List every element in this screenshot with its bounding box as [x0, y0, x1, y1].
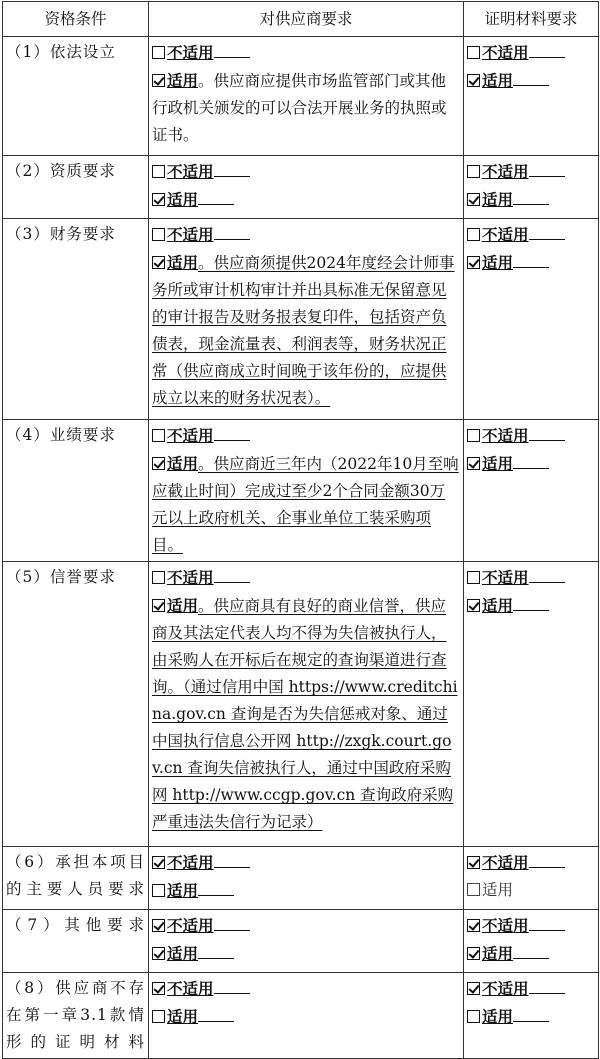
- checkbox-checked-icon[interactable]: [152, 193, 165, 206]
- checkbox-empty-icon[interactable]: [152, 165, 165, 178]
- option-applicable[interactable]: [152, 254, 198, 272]
- option-not-applicable[interactable]: [152, 912, 460, 940]
- underline-blank: [529, 914, 565, 931]
- checkbox-checked-icon[interactable]: [152, 599, 165, 612]
- checkbox-checked-icon[interactable]: [467, 919, 480, 932]
- option-applicable[interactable]: [467, 67, 595, 95]
- option-label: 不适用: [167, 979, 214, 998]
- checkbox-checked-icon[interactable]: [152, 856, 165, 869]
- header-supplier-requirement: 对供应商要求: [149, 2, 464, 37]
- underline-blank: [529, 851, 565, 868]
- option-label: 不适用: [167, 568, 214, 587]
- underline-blank: [529, 566, 565, 583]
- option-not-applicable[interactable]: [152, 158, 460, 186]
- option-applicable[interactable]: [152, 877, 460, 905]
- checkbox-checked-icon[interactable]: [467, 599, 480, 612]
- option-label: 适用: [167, 881, 199, 900]
- table-row: [3, 562, 599, 847]
- checkbox-checked-icon[interactable]: [467, 193, 480, 206]
- header-row: [3, 2, 599, 37]
- checkbox-empty-icon[interactable]: [467, 571, 480, 584]
- condition-cell: [3, 219, 149, 420]
- option-label: 适用: [167, 253, 199, 272]
- underline-blank: [513, 942, 549, 959]
- option-label: 不适用: [482, 853, 529, 872]
- option-label: 不适用: [482, 916, 529, 935]
- option-label: 适用: [167, 71, 199, 90]
- supplier-requirement-cell: [149, 973, 464, 1059]
- option-label: 不适用: [482, 979, 529, 998]
- proof-requirement-cell: [464, 219, 599, 420]
- requirement-detail: 。供应商须提供2024年度经会计师事务所或审计机构审计并出具标准无保留意见的审计报告及财务报表复印件，包括资产负债表，现金流量表、利润表等，财务状况正常（供应商成立时间晚于该年份的，应提供成立以来的财务状况表）。: [152, 254, 455, 407]
- underline-blank: [529, 977, 565, 994]
- checkbox-empty-icon[interactable]: [467, 228, 480, 241]
- option-not-applicable[interactable]: [467, 912, 595, 940]
- checkbox-checked-icon[interactable]: [467, 947, 480, 960]
- underline-blank: [529, 160, 565, 177]
- underline-blank: [513, 1005, 549, 1022]
- condition-cell: [3, 156, 149, 219]
- checkbox-empty-icon[interactable]: [152, 571, 165, 584]
- option-label: 适用: [167, 190, 199, 209]
- applicable-detail-block: [152, 592, 460, 836]
- option-label: 不适用: [482, 162, 529, 181]
- supplier-requirement-cell: [149, 219, 464, 420]
- option-label: 适用: [482, 596, 514, 615]
- condition-label: （3）财务要求: [6, 225, 116, 243]
- option-label: 适用: [482, 881, 514, 899]
- header-proof-requirement: 证明材料要求: [464, 2, 599, 37]
- underline-blank: [214, 851, 250, 868]
- proof-requirement-cell: [464, 156, 599, 219]
- checkbox-empty-icon[interactable]: [467, 883, 480, 896]
- option-label: 不适用: [167, 43, 214, 62]
- table-row: [3, 219, 599, 420]
- checkbox-checked-icon[interactable]: [467, 457, 480, 470]
- checkbox-empty-icon[interactable]: [152, 1010, 165, 1023]
- requirement-detail: 。供应商近三年内（2022年10月至响应截止时间）完成过至少2个合同金额30万元以上政府机关、企事业单位工装采购项目。: [152, 455, 459, 554]
- proof-requirement-cell: [464, 562, 599, 847]
- option-label: 适用: [167, 944, 199, 963]
- condition-cell: [3, 847, 149, 910]
- checkbox-checked-icon[interactable]: [467, 982, 480, 995]
- option-applicable[interactable]: [467, 940, 595, 968]
- condition-label: （5）信誉要求: [6, 568, 116, 586]
- proof-requirement-cell: [464, 973, 599, 1059]
- supplier-requirement-cell: [149, 847, 464, 910]
- option-not-applicable[interactable]: [467, 39, 595, 67]
- underline-blank: [198, 942, 234, 959]
- proof-requirement-cell: [464, 847, 599, 910]
- option-not-applicable[interactable]: [467, 221, 595, 249]
- condition-label: （7）其他要求: [6, 916, 145, 934]
- qualification-table: [2, 1, 599, 1059]
- condition-label: （1）依法设立: [6, 43, 116, 61]
- checkbox-checked-icon[interactable]: [152, 919, 165, 932]
- checkbox-checked-icon[interactable]: [467, 856, 480, 869]
- applicable-detail-block: [152, 450, 460, 559]
- option-applicable[interactable]: [152, 1003, 460, 1031]
- option-applicable[interactable]: [467, 186, 595, 214]
- option-label: 不适用: [167, 916, 214, 935]
- option-label: 适用: [482, 190, 514, 209]
- underline-blank: [214, 977, 250, 994]
- supplier-requirement-cell: [149, 910, 464, 973]
- table-row: [3, 973, 599, 1059]
- applicable-detail-block: [152, 67, 460, 149]
- option-not-applicable[interactable]: [152, 221, 460, 249]
- option-not-applicable[interactable]: [152, 422, 460, 450]
- underline-blank: [513, 188, 549, 205]
- option-applicable[interactable]: [467, 1003, 595, 1031]
- option-label: 不适用: [167, 853, 214, 872]
- checkbox-checked-icon[interactable]: [467, 256, 480, 269]
- checkbox-empty-icon[interactable]: [152, 228, 165, 241]
- supplier-requirement-cell: [149, 156, 464, 219]
- underline-blank: [529, 223, 565, 240]
- option-applicable[interactable]: [152, 597, 198, 615]
- underline-blank: [214, 566, 250, 583]
- option-label: 不适用: [482, 225, 529, 244]
- option-not-applicable[interactable]: [152, 564, 460, 592]
- option-applicable[interactable]: [467, 450, 595, 478]
- checkbox-checked-icon[interactable]: [152, 74, 165, 87]
- option-label: 不适用: [167, 426, 214, 445]
- condition-label: （6）承担本项目的主要人员要求: [6, 853, 145, 898]
- checkbox-checked-icon[interactable]: [152, 256, 165, 269]
- option-applicable[interactable]: [152, 72, 198, 90]
- supplier-requirement-cell: [149, 562, 464, 847]
- option-label: 不适用: [167, 225, 214, 244]
- condition-label: （8）供应商不存在第一章3.1款情形的证明材料: [6, 979, 145, 1051]
- condition-cell: [3, 37, 149, 156]
- option-label: 不适用: [167, 162, 214, 181]
- option-applicable[interactable]: [152, 455, 198, 473]
- underline-blank: [214, 160, 250, 177]
- option-not-applicable[interactable]: [467, 158, 595, 186]
- underline-blank: [198, 188, 234, 205]
- underline-blank: [198, 1005, 234, 1022]
- underline-blank: [198, 879, 234, 896]
- condition-cell: [3, 420, 149, 562]
- option-applicable[interactable]: [467, 249, 595, 277]
- option-not-applicable[interactable]: [467, 849, 595, 877]
- supplier-requirement-cell: [149, 37, 464, 156]
- underline-blank: [214, 41, 250, 58]
- condition-label: （4）业绩要求: [6, 426, 116, 444]
- proof-requirement-cell: [464, 420, 599, 562]
- option-not-applicable[interactable]: [152, 39, 460, 67]
- underline-blank: [513, 69, 549, 86]
- checkbox-empty-icon[interactable]: [467, 165, 480, 178]
- requirement-detail: 。供应商具有良好的商业信誉，供应商及其法定代表人均不得为失信被执行人，由采购人在开标后在规定的查询渠道进行查询。（通过信用中国 https://www.creditchina.gov.cn 查询是否为失信惩戒对象、通过中国执行信息公开网 http://zxgk.court.gov.cn 查询失信被执行人，通过中国政府采购网 http://www.ccgp.gov.cn 查询政府采购严重违法失信行为记录）: [152, 597, 458, 831]
- option-not-applicable[interactable]: [152, 849, 460, 877]
- underline-blank: [214, 914, 250, 931]
- condition-cell: [3, 973, 149, 1059]
- underline-blank: [214, 223, 250, 240]
- option-label: 不适用: [482, 568, 529, 587]
- condition-cell: [3, 562, 149, 847]
- table-row: [3, 910, 599, 973]
- condition-cell: [3, 910, 149, 973]
- option-label: 不适用: [482, 43, 529, 62]
- underline-blank: [513, 452, 549, 469]
- option-not-applicable[interactable]: [467, 975, 595, 1003]
- option-label: 不适用: [482, 426, 529, 445]
- proof-requirement-cell: [464, 910, 599, 973]
- table-row: [3, 156, 599, 219]
- option-not-applicable[interactable]: [467, 564, 595, 592]
- checkbox-checked-icon[interactable]: [152, 457, 165, 470]
- option-label: 适用: [482, 944, 514, 963]
- supplier-requirement-cell: [149, 420, 464, 562]
- option-label: 适用: [167, 1007, 199, 1026]
- option-applicable[interactable]: [152, 940, 460, 968]
- checkbox-empty-icon[interactable]: [152, 884, 165, 897]
- option-label: 适用: [167, 454, 199, 473]
- checkbox-empty-icon[interactable]: [467, 46, 480, 59]
- option-label: 适用: [167, 596, 199, 615]
- option-label: 适用: [482, 454, 514, 473]
- option-applicable[interactable]: [152, 186, 460, 214]
- option-applicable[interactable]: [467, 592, 595, 620]
- underline-blank: [513, 594, 549, 611]
- underline-blank: [529, 41, 565, 58]
- requirement-detail: 。供应商应提供市场监管部门或其他行政机关颁发的可以合法开展业务的执照或证书。: [152, 72, 447, 144]
- option-label: 适用: [482, 71, 514, 90]
- option-label: 适用: [482, 1007, 514, 1026]
- checkbox-empty-icon[interactable]: [152, 46, 165, 59]
- checkbox-empty-icon[interactable]: [467, 1010, 480, 1023]
- header-condition: 资格条件: [3, 2, 149, 37]
- table-row: [3, 37, 599, 156]
- checkbox-empty-icon[interactable]: [152, 429, 165, 442]
- checkbox-empty-icon[interactable]: [467, 429, 480, 442]
- checkbox-checked-icon[interactable]: [152, 947, 165, 960]
- underline-blank: [214, 424, 250, 441]
- checkbox-checked-icon[interactable]: [467, 74, 480, 87]
- option-not-applicable[interactable]: [152, 975, 460, 1003]
- underline-blank: [529, 424, 565, 441]
- proof-requirement-cell: [464, 37, 599, 156]
- condition-label: （2）资质要求: [6, 162, 116, 180]
- table-row: [3, 847, 599, 910]
- option-label: 适用: [482, 253, 514, 272]
- checkbox-checked-icon[interactable]: [152, 982, 165, 995]
- table-row: [3, 420, 599, 562]
- applicable-detail-block: [152, 249, 460, 412]
- option-not-applicable[interactable]: [467, 422, 595, 450]
- option-applicable[interactable]: [467, 877, 595, 904]
- underline-blank: [513, 251, 549, 268]
